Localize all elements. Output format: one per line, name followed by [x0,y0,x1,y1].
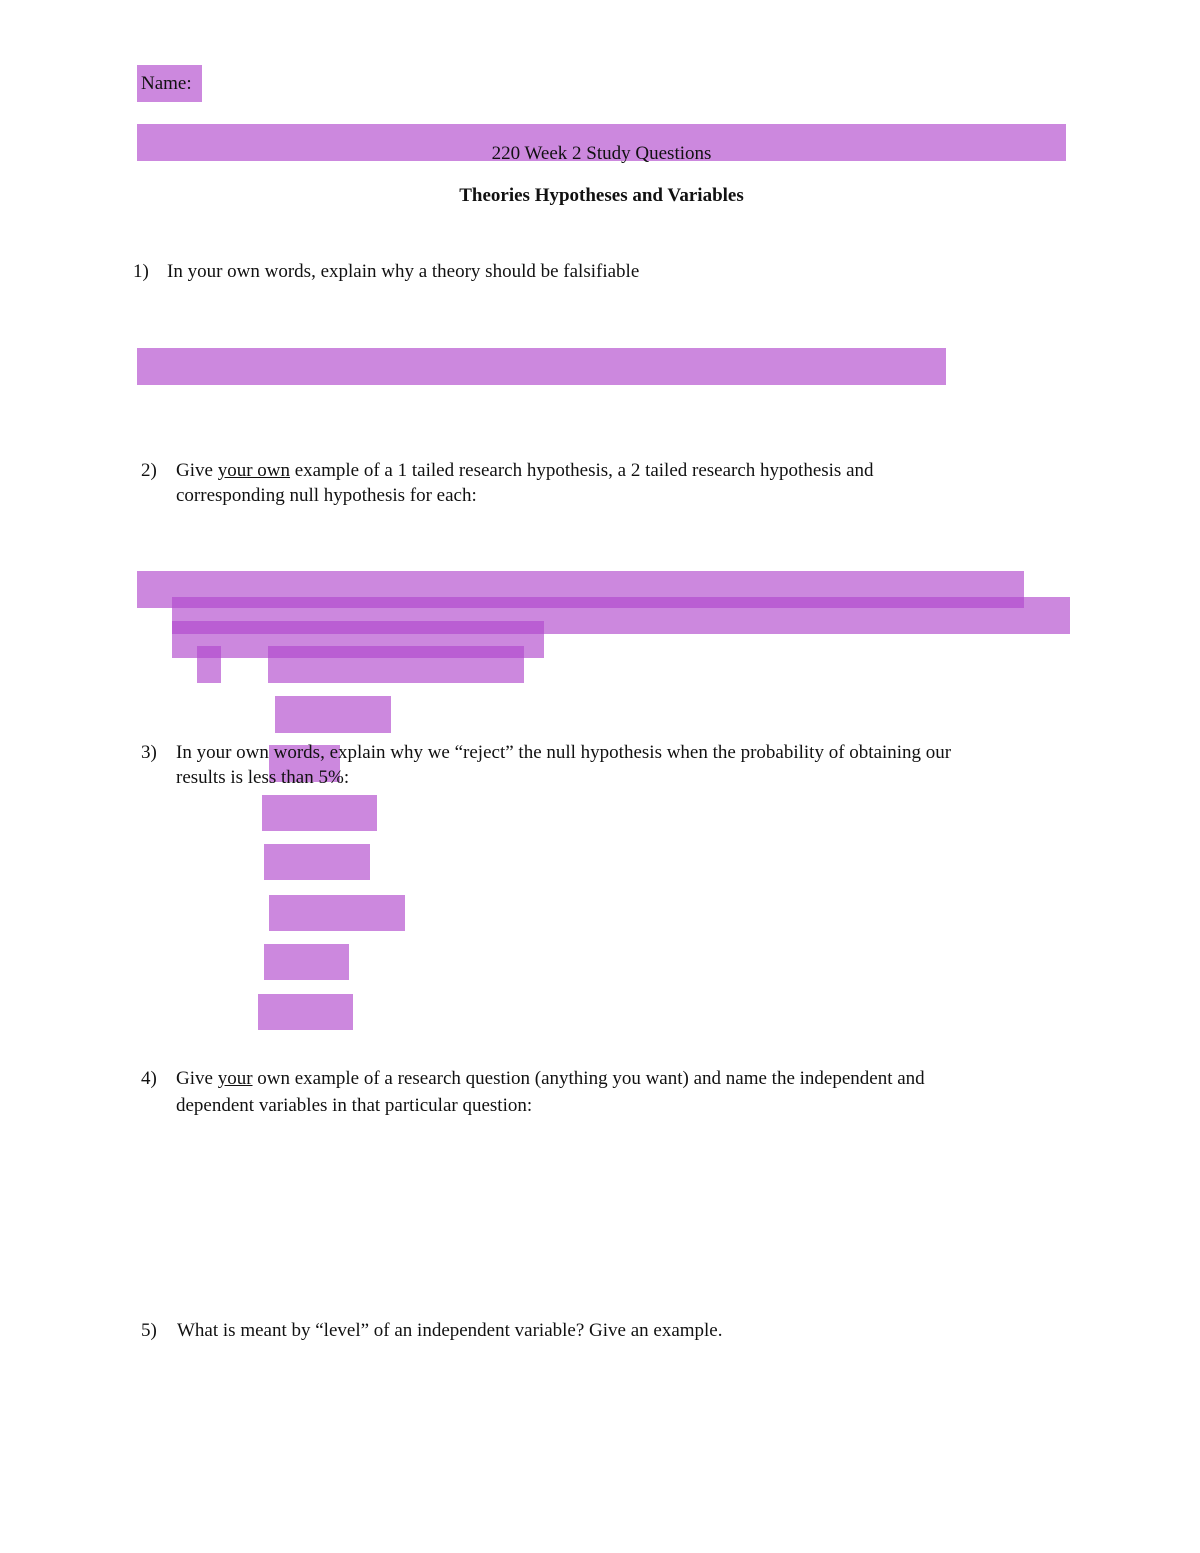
question-2-pre: Give [176,460,218,481]
answer-2-highlight-d [197,646,221,683]
question-3-line-2: results is less than 5%: [176,767,350,788]
question-4-pre: Give [176,1068,218,1089]
answer-3-highlight-b [262,795,377,831]
question-5-number: 5) [141,1320,157,1341]
question-5-text: What is meant by “level” of an independent variable? Give an example. [177,1320,723,1341]
answer-3-highlight-e [264,944,349,980]
question-4-post: own example of a research question (anything you want) and name the independent and [252,1068,925,1089]
question-4-line-1 [176,1066,925,1091]
question-2-line-1 [176,458,874,483]
answer-3-highlight-f [258,994,353,1030]
question-2-post: example of a 1 tailed research hypothesis, a 2 tailed research hypothesis and [290,460,874,481]
answer-1-highlight [137,348,946,385]
question-4-line-2: dependent variables in that particular question: [176,1095,533,1116]
question-4-number: 4) [141,1068,157,1089]
answer-2-highlight-e [268,646,524,683]
question-2-line-2: corresponding null hypothesis for each: [176,485,477,506]
name-label: Name: [141,73,192,94]
question-1-text: In your own words, explain why a theory should be falsifiable [167,261,640,282]
question-1-number: 1) [133,261,149,282]
question-3-number: 3) [141,742,157,763]
answer-2-highlight-f [275,696,391,733]
subtitle: Theories Hypotheses and Variables [459,185,744,206]
answer-3-highlight-c [264,844,370,880]
question-3-line-1: In your own words, explain why we “reject” the null hypothesis when the probability of obtaining our [176,742,952,763]
answer-3-highlight-d [269,895,405,931]
question-2-underlined: your own [217,460,290,481]
course-title: 220 Week 2 Study Questions [491,143,712,164]
question-4-underlined: your [217,1068,253,1089]
question-2-number: 2) [141,460,157,481]
